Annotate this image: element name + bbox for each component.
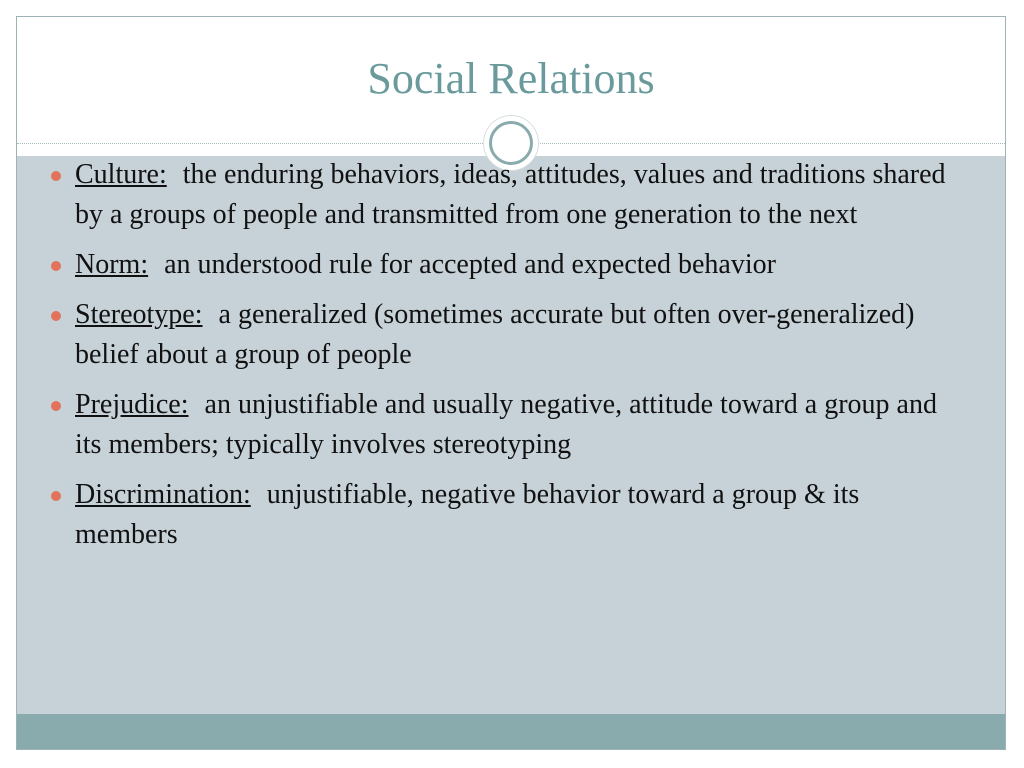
bullet-icon [51, 261, 61, 271]
term-label: Discrimination: [75, 479, 251, 510]
slide [16, 16, 1006, 750]
term-label: Norm: [75, 249, 149, 280]
slide-title: Social Relations [367, 54, 655, 103]
list-item-prejudice [57, 385, 957, 465]
bullet-icon [51, 171, 61, 181]
definition-text: unjustifiable, negative behavior toward a group & its members [75, 479, 860, 550]
list-item-culture [57, 155, 957, 235]
term-label: Prejudice: [75, 389, 189, 420]
list-item-stereotype [57, 295, 957, 375]
bullet-icon [51, 401, 61, 411]
term-label: Stereotype: [75, 299, 203, 330]
definition-text: an understood rule for accepted and expected behavior [164, 249, 776, 280]
bullet-list [57, 155, 957, 565]
definition-text: an unjustifiable and usually negative, attitude toward a group and its members; typically involves stereotyping [75, 389, 937, 460]
definition-text: the enduring behaviors, ideas, attitudes, values and traditions shared by a groups of people and transmitted from one generation to the next [75, 159, 946, 230]
definition-text: a generalized (sometimes accurate but often over-generalized) belief about a group of people [75, 299, 915, 370]
bullet-icon [51, 311, 61, 321]
term-label: Culture: [75, 159, 167, 190]
list-item-discrimination [57, 475, 957, 555]
bullet-icon [51, 491, 61, 501]
footer-band [17, 714, 1005, 749]
list-item-norm [57, 245, 957, 285]
